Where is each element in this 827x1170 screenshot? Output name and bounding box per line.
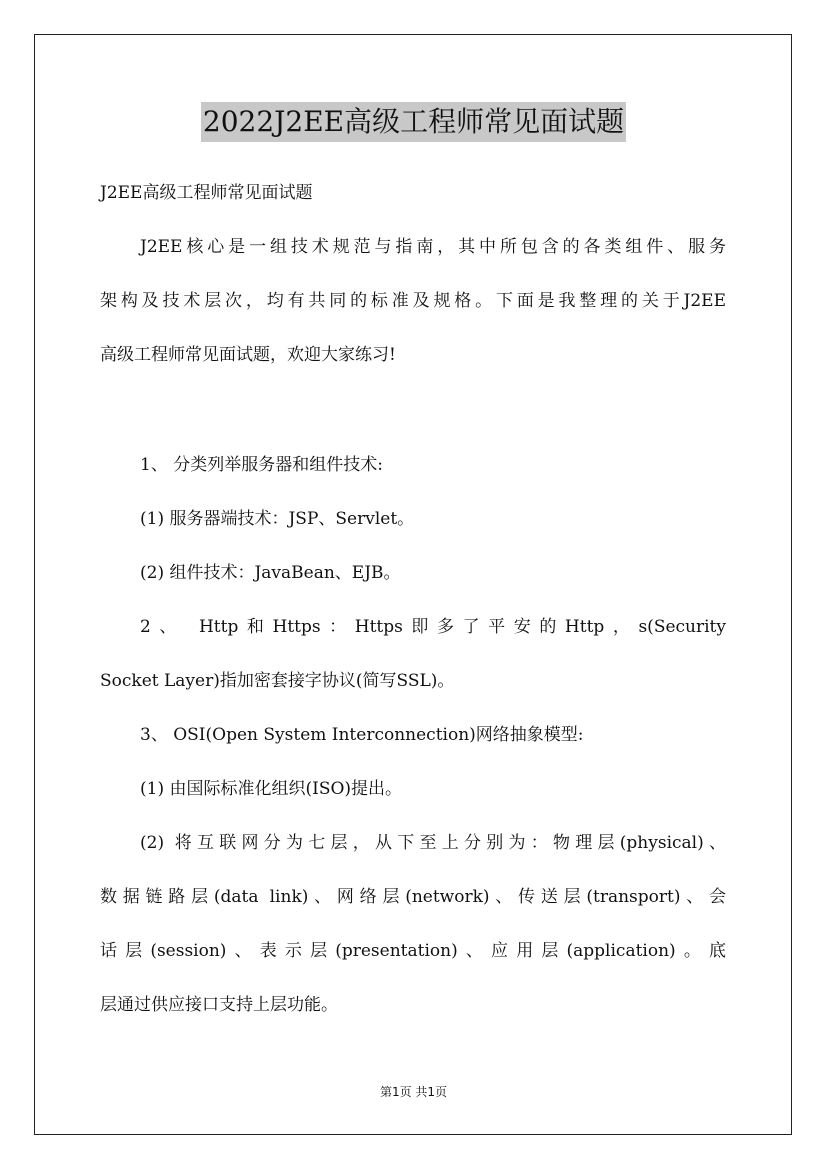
list-item-heading: 1、 分类列举服务器和组件技术:: [140, 455, 383, 475]
paragraph-line: 架构及技术层次，均有共同的标准及规格。下面是我整理的关于J2EE: [100, 291, 726, 311]
paragraph-line: 层通过供应接口支持上层功能。: [100, 995, 338, 1015]
paragraph-line: 话层(session)、表示层(presentation)、应用层(application)。底: [100, 941, 726, 961]
list-item: (2) 将互联网分为七层，从下至上分别为：物理层(physical)、: [140, 833, 727, 853]
list-item: (1) 服务器端技术：JSP、Servlet。: [140, 509, 415, 529]
list-item-heading: 2、 Http和Https：Https即多了平安的Http，s(Security: [140, 617, 726, 637]
document-subtitle: J2EE高级工程师常见面试题: [100, 183, 313, 203]
page-footer: 第1页 共1页: [379, 1085, 448, 1099]
paragraph-line: Socket Layer)指加密套接字协议(简写SSL)。: [100, 671, 455, 691]
list-item: (2) 组件技术：JavaBean、EJB。: [140, 563, 401, 583]
document-title: 2022J2EE高级工程师常见面试题: [201, 102, 626, 142]
list-item-heading: 3、 OSI(Open System Interconnection)网络抽象模型:: [140, 725, 584, 745]
list-item: (1) 由国际标准化组织(ISO)提出。: [140, 779, 403, 799]
paragraph-line: 数据链路层(data link)、网络层(network)、传送层(transport)、会: [100, 887, 726, 907]
paragraph-line: 高级工程师常见面试题，欢迎大家练习!: [100, 345, 396, 365]
paragraph-line: J2EE核心是一组技术规范与指南，其中所包含的各类组件、服务: [140, 237, 726, 257]
title-container: [0, 102, 827, 142]
